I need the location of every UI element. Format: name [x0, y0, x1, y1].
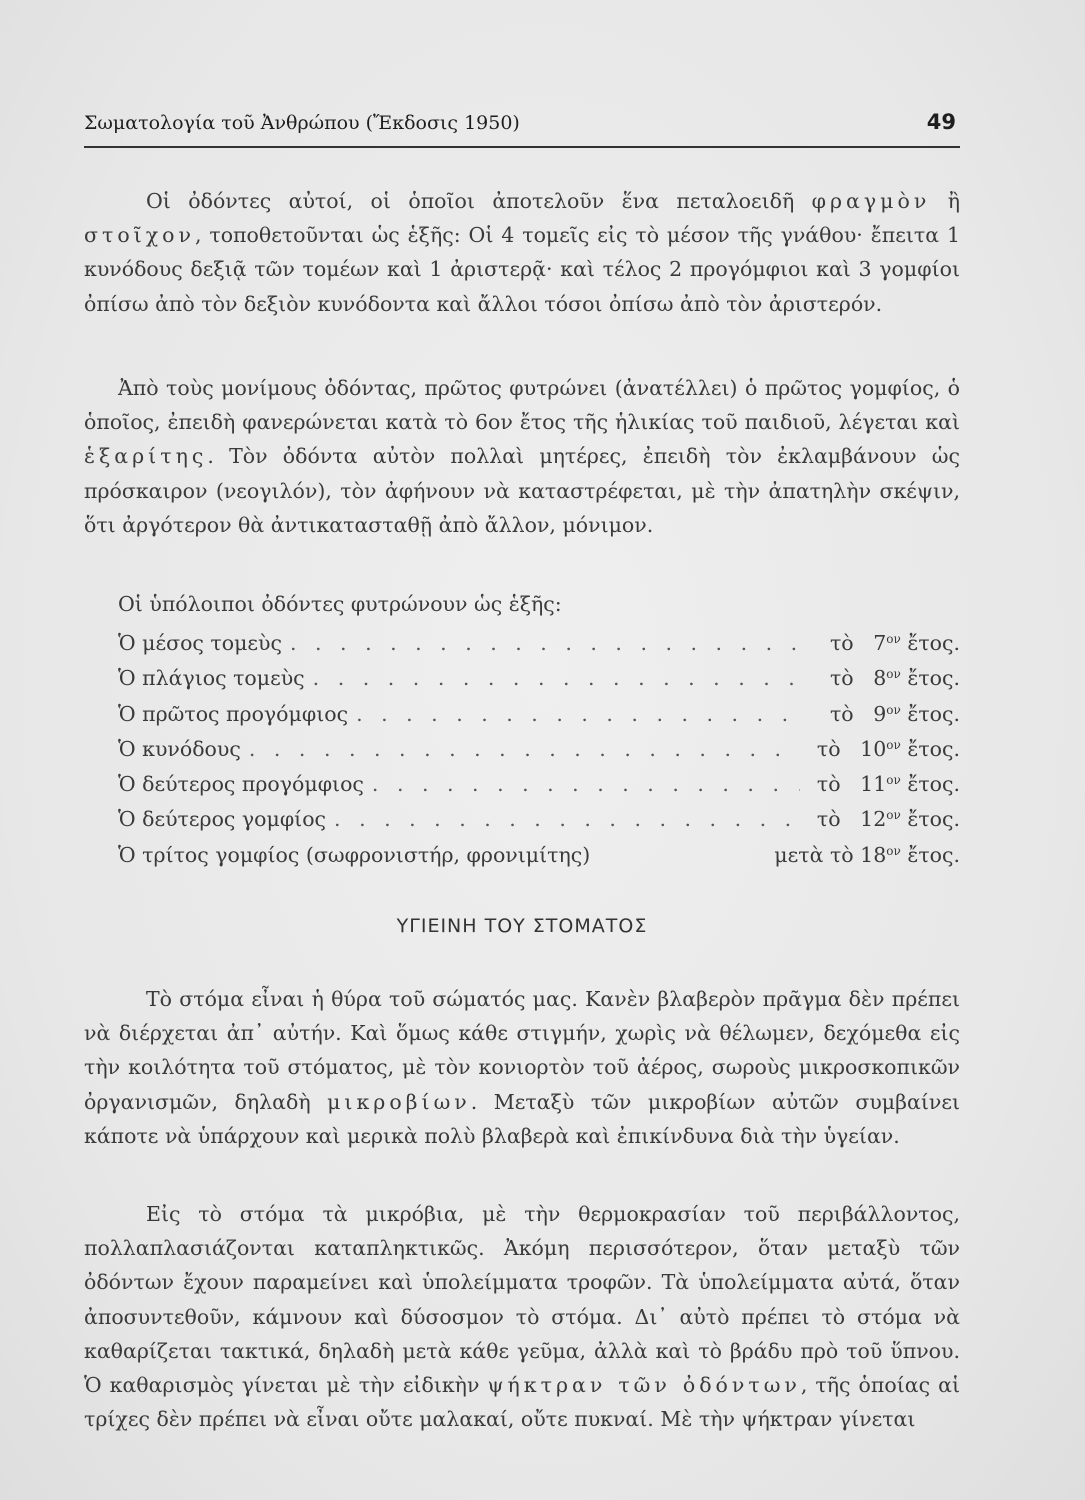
tooth-age: τὸ $10^{o\nu}$ ἔτος. — [816, 736, 960, 761]
emphasized-term: μικροβίων — [327, 1089, 471, 1114]
paragraph-microbes — [84, 1197, 960, 1436]
dot-leader — [348, 697, 800, 732]
emphasized-term: φραγμὸν — [811, 189, 931, 213]
list-item — [118, 834, 960, 869]
dot-leader — [326, 802, 800, 837]
list-item — [118, 728, 960, 763]
paragraph-text: Τὸ στόμα εἶναι ἡ θύρα τοῦ σώματός μας. Κανὲν βλαβερὸν πρᾶγμα δὲν πρέπει νὰ διέρχεται ἀπ᾽ αὐτήν. Καὶ ὅμως κάθε στιγμήν, χωρὶς νὰ θέλωμεν, δεχόμεθα εἰς τὴν κοιλότητα τοῦ στόματος, μὲ τὸν κονιορτὸν τοῦ ἀέρος, σωροὺς μικροσκοπικῶν ὀργανισμῶν, δηλαδὴ — [84, 987, 960, 1114]
dot-leader — [282, 626, 800, 661]
tooth-name: Ὁ κυνόδους — [118, 736, 241, 761]
paragraph-remaining-teeth-intro: Οἱ ὑπόλοιποι ὀδόντες φυτρώνουν ὡς ἑξῆς: — [118, 592, 562, 616]
tooth-eruption-list — [118, 622, 960, 869]
paragraph-text: ἢ — [930, 189, 960, 213]
paragraph-text: , τοποθετοῦνται ὡς ἑξῆς: Οἱ 4 τομεῖς εἰς τὸ μέσον τῆς γνάθου· ἔπειτα 1 κυνόδους δεξιᾷ τῶν τομέων καὶ 1 ἀριστερᾷ· καὶ τέλος 2 προγόμφιοι καὶ 3 γομφίοι ὀπίσω ἀπὸ τὸν δεξιὸν κυνόδοντα καὶ ἄλλοι τόσοι ὀπίσω ἀπὸ τὸν ἀριστερόν. — [84, 223, 960, 316]
tooth-age: τὸ $7^{o\nu}$ ἔτος. — [829, 631, 960, 655]
emphasized-term: ψήκτραν τῶν ὀδόντων — [487, 1373, 801, 1398]
tooth-name: Ὁ δεύτερος γομφίος — [118, 807, 327, 832]
tooth-name: Ὁ τρίτος γομφίος (σωφρονιστήρ, φρονιμίτης) — [118, 842, 591, 867]
dot-leader — [364, 767, 800, 802]
list-item — [118, 693, 960, 728]
tooth-age: τὸ $9^{o\nu}$ ἔτος. — [829, 701, 960, 726]
list-item — [118, 657, 960, 692]
paragraph-text: . Μεταξὺ τῶν μικροβίων αὐτῶν συμβαίνει κάποτε νὰ ὑπάρχουν καὶ μερικὰ πολὺ βλαβερὰ καὶ ἐπικίνδυνα διὰ τὴν ὑγείαν. — [84, 1089, 960, 1148]
running-title: Σωματολογία τοῦ Ἀνθρώπου (Ἔκδοσις 1950) — [84, 112, 520, 134]
section-heading: ΥΓΙΕΙΝΗ ΤΟΥ ΣΤΟΜΑΤΟΣ — [396, 915, 648, 937]
page-number: 49 — [926, 110, 956, 134]
paragraph-mouth-hygiene — [84, 982, 960, 1153]
paragraph-dentition-arrangement — [84, 184, 960, 321]
tooth-name: Ὁ πλάγιος τομεὺς — [118, 666, 305, 691]
paragraph-first-molar — [84, 371, 960, 542]
tooth-age: τὸ $11^{o\nu}$ ἔτος. — [816, 772, 960, 797]
paragraph-text: , τῆς ὁποίας αἱ τρίχες δὲν πρέπει νὰ εἶναι οὔτε μαλακαί, οὔτε πυκναί. Μὲ τὴν ψήκτραν γίνεται — [84, 1373, 960, 1432]
tooth-age: τὸ $12^{o\nu}$ ἔτος. — [816, 807, 960, 832]
emphasized-term: στοῖχον — [84, 223, 195, 248]
dot-leader — [305, 661, 800, 696]
emphasized-term: ἑξαρίτης — [84, 444, 208, 469]
tooth-name: Ὁ πρῶτος προγόμφιος — [118, 701, 349, 726]
tooth-name: Ὁ δεύτερος προγόμφιος — [118, 772, 364, 797]
paragraph-text: Οἱ ὀδόντες αὐτοί, οἱ ὁποῖοι ἀποτελοῦν ἕνα πεταλοειδῆ — [146, 189, 812, 213]
page-header — [84, 112, 960, 142]
paragraph-text: Ἀπὸ τοὺς μονίμους ὀδόντας, πρῶτος φυτρώνει (ἀνατέλλει) ὁ πρῶτος γομφίος, ὁ ὁποῖος, ἐπειδὴ φανερώνεται κατὰ τὸ 6ον ἔτος τῆς ἡλικίας τοῦ παιδιοῦ, λέγεται καὶ — [84, 376, 960, 435]
header-rule — [84, 146, 960, 148]
tooth-age: τὸ $8^{o\nu}$ ἔτος. — [829, 666, 960, 691]
tooth-age: μετὰ τὸ $18^{o\nu}$ ἔτος. — [774, 842, 960, 867]
paragraph-text: . Τὸν ὀδόντα αὐτὸν πολλαὶ μητέρες, ἐπειδὴ τὸν ἐκλαμβάνουν ὡς πρόσκαιρον (νεογιλόν), τὸν ἀφήνουν νὰ καταστρέφεται, μὲ τὴν ἀπατηλὴν σκέψιν, ὅτι ἀργότερον θὰ ἀντικατασταθῇ ἀπὸ ἄλλον, μόνιμον. — [84, 444, 960, 537]
list-item — [118, 798, 960, 833]
list-item — [118, 622, 960, 657]
dot-leader — [241, 732, 800, 767]
paragraph-text: Εἰς τὸ στόμα τὰ μικρόβια, μὲ τὴν θερμοκρασίαν τοῦ περιβάλλοντος, πολλαπλασιάζονται καταπληκτικῶς. Ἀκόμη περισσότερον, ὅταν μεταξὺ τῶν ὀδόντων ἔχουν παραμείνει καὶ ὑπολείμματα τροφῶν. Τὰ ὑπολείμματα αὐτά, ὅταν ἀποσυντεθοῦν, κάμνουν καὶ δύσοσμον τὸ στόμα. Δι᾽ αὐτὸ πρέπει τὸ στόμα νὰ καθαρίζεται τακτικά, δηλαδὴ μετὰ κάθε γεῦμα, ἀλλὰ καὶ τὸ βράδυ πρὸ τοῦ ὕπνου. Ὁ καθαρισμὸς γίνεται μὲ τὴν εἰδικὴν — [84, 1202, 960, 1398]
tooth-name: Ὁ μέσος τομεὺς — [118, 631, 282, 655]
list-item — [118, 763, 960, 798]
